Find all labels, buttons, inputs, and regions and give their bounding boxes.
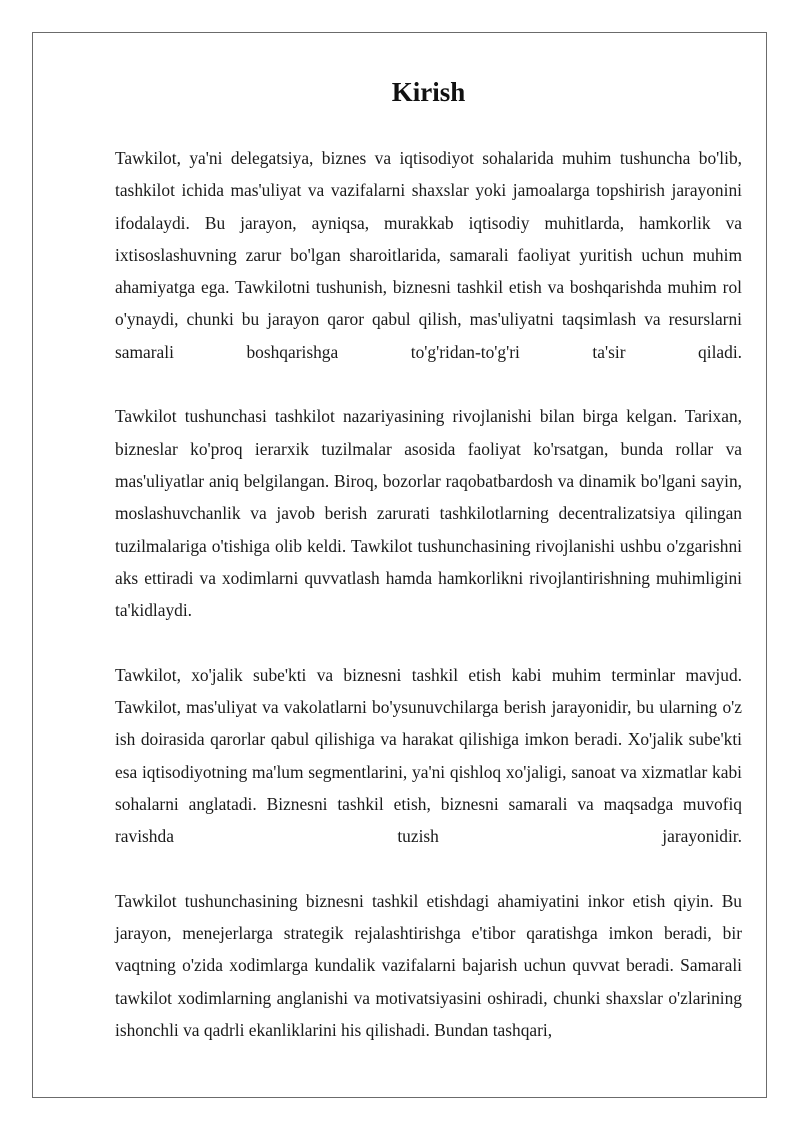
page-title: Kirish bbox=[391, 77, 466, 107]
document-body bbox=[115, 70, 742, 1046]
paragraph-1: Tawkilot, ya'ni delegatsiya, biznes va iqtisodiyot sohalarida muhim tushuncha bo'lib, tashkilot ichida mas'uliyat va vazifalarni shaxslar yoki jamoalarga topshirish jarayonini ifodalaydi. Bu jarayon, ayniqsa, murakkab iqtisodiy muhitlarda, hamkorlik va ixtisoslashuvning zarur bo'lgan sharoitlarida, samarali faoliyat yuritish uchun muhim ahamiyatga ega. Tawkilotni tushunish, biznesni tashkil etish va boshqarishda muhim rol o'ynaydi, chunki bu jarayon qaror qabul qilish, mas'uliyatni taqsimlash va resurslarni samarali boshqarishga to'g'ridan-to'g'ri ta'sir qiladi. bbox=[115, 148, 742, 362]
paragraph-4: Tawkilot tushunchasining biznesni tashkil etishdagi ahamiyatini inkor etish qiyin. Bu jarayon, menejerlarga strategik rejalashtirishga e'tibor qaratishga imkon beradi, bir vaqtning o'zida xodimlarga kundalik vazifalarni bajarish uchun quvvat beradi. Samarali tawkilot xodimlarning anglanishi va motivatsiyasini oshiradi, chunki shaxslar o'zlarining ishonchli va qadrli ekanliklarini his qilishadi. Bundan tashqari, bbox=[115, 890, 742, 1041]
paragraph-2: Tawkilot tushunchasi tashkilot nazariyasining rivojlanishi bilan birga kelgan. Tarixan, bizneslar ko'proq ierarxik tuzilmalar asosida faoliyat ko'rsatgan, bunda rollar va mas'uliyatlar aniq belgilangan. Biroq, bozorlar raqobatbardosh va dinamik bo'lgani sayin, moslashuvchanlik va javob berish zarurati tashkilotlarning decentralizatsiya qilingan tuzilmalariga o'tishiga olib keldi. Tawkilot tushunchasining rivojlanishi ushbu o'zgarishni aks ettiradi va xodimlarni quvvatlash hamda hamkorlikni rivojlantirishning muhimligini ta'kidlaydi. bbox=[115, 406, 742, 621]
paragraph-3: Tawkilot, xo'jalik sube'kti va biznesni tashkil etish kabi muhim terminlar mavjud. Tawkilot, mas'uliyat va vakolatlarni bo'ysunuvchilarga berish jarayonidir, bu ularning o'z ish doirasida qarorlar qabul qilishiga va harakat qilishiga imkon beradi. Xo'jalik sube'kti esa iqtisodiyotning ma'lum segmentlarini, ya'ni qishloq xo'jaligi, sanoat va xizmatlar kabi sohalarni anglatadi. Biznesni tashkil etish, biznesni samarali va maqsadga muvofiq ravishda tuzish jarayonidir. bbox=[115, 664, 742, 847]
